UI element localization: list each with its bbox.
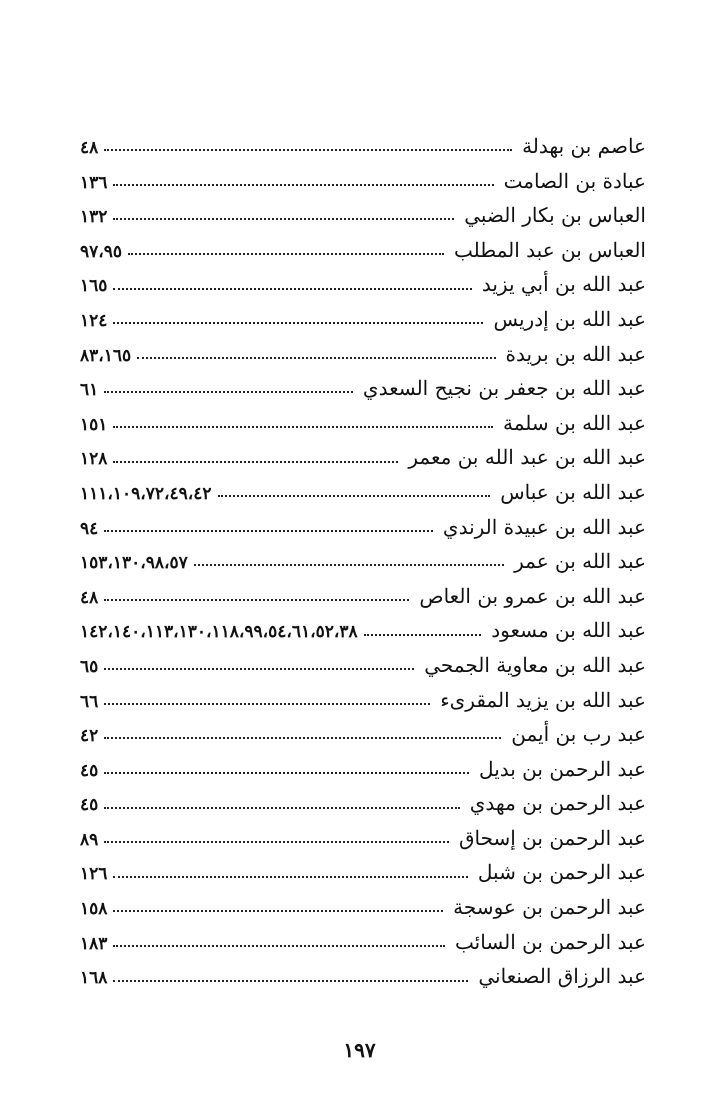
dot-leader <box>104 530 433 532</box>
index-entry-pages: ١٣٦ <box>80 172 108 193</box>
index-entry-name: عبد الله بن معاوية الجمحي <box>424 652 646 677</box>
dot-leader <box>104 668 414 670</box>
index-entry-name: عبد الله بن عبد الله بن معمر <box>408 445 646 470</box>
dot-leader <box>128 253 444 255</box>
index-entry <box>80 613 646 648</box>
index-entry <box>80 683 646 718</box>
index-entry-name: عبد الرحمن بن بديل <box>479 756 646 781</box>
index-entry <box>80 129 646 164</box>
index-entry-pages: ١٥٣،١٣٠،٩٨،٥٧ <box>80 553 188 574</box>
index-entry <box>80 855 646 890</box>
index-entry-pages: ١٤٢،١٤٠،١١٣،١٣٠،١١٨،٩٩،٥٤،٦١،٥٢،٣٨ <box>80 622 358 643</box>
index-entry <box>80 648 646 683</box>
index-entry-pages: ٩٧،٩٥ <box>80 241 123 262</box>
dot-leader <box>104 807 459 809</box>
index-entry <box>80 440 646 475</box>
index-entry-name: عبد الله بن أبي يزيد <box>481 272 646 297</box>
name-index-list <box>80 129 646 994</box>
index-entry-pages: ٨٩ <box>80 829 99 850</box>
index-entry-name: العباس بن عبد المطلب <box>453 237 646 262</box>
index-entry-name: العباس بن بكار الضبي <box>464 203 646 228</box>
dot-leader <box>104 599 409 601</box>
index-entry-name: عبد الرزاق الصنعاني <box>478 964 646 989</box>
index-entry-name: عبد الرحمن بن السائب <box>455 929 646 954</box>
index-entry <box>80 752 646 787</box>
index-entry <box>80 475 646 510</box>
index-entry-pages: ٦١ <box>80 380 99 401</box>
dot-leader <box>113 288 471 290</box>
index-entry-pages: ١٥٨ <box>80 899 108 920</box>
index-entry-pages: ٤٨ <box>80 587 99 608</box>
dot-leader <box>113 426 493 428</box>
index-entry <box>80 821 646 856</box>
index-entry-name: عبد رب بن أيمن <box>511 722 646 747</box>
index-entry-name: عبد الله بن بريدة <box>505 341 646 366</box>
dot-leader <box>104 391 353 393</box>
index-entry-pages: ١٢٨ <box>80 449 108 470</box>
index-entry-pages: ٦٥ <box>80 656 99 677</box>
dot-leader <box>194 564 504 566</box>
index-entry-pages: ١١١،١٠٩،٧٢،٤٩،٤٢ <box>80 483 212 504</box>
index-entry-name: عبد الله بن عبيدة الرندي <box>442 514 646 539</box>
dot-leader <box>113 945 445 947</box>
index-entry-pages: ١٦٥ <box>80 276 108 297</box>
index-entry <box>80 544 646 579</box>
index-entry-name: عبد الله بن يزيد المقرىء <box>440 687 646 712</box>
index-entry-pages: ١٨٣ <box>80 933 108 954</box>
index-entry-pages: ٩٤ <box>80 518 99 539</box>
index-entry <box>80 406 646 441</box>
page-number: ١٩٧ <box>343 1038 376 1062</box>
index-entry-name: عبد الرحمن بن شبل <box>477 860 646 885</box>
index-entry-pages: ١٢٤ <box>80 310 108 331</box>
dot-leader <box>218 495 491 497</box>
index-entry <box>80 198 646 233</box>
index-entry-name: عبد الرحمن بن عوسجة <box>453 895 646 920</box>
index-entry-pages: ١٢٦ <box>80 864 108 885</box>
index-entry-name: عبد الله بن عمر <box>514 549 646 574</box>
index-entry-name: عبد الرحمن بن إسحاق <box>458 825 646 850</box>
index-entry-pages: ١٥١ <box>80 414 108 435</box>
dot-leader <box>364 634 482 636</box>
index-entry <box>80 579 646 614</box>
dot-leader <box>104 841 449 843</box>
index-entry <box>80 959 646 994</box>
index-entry <box>80 925 646 960</box>
dot-leader <box>113 876 467 878</box>
index-entry-name: عبادة بن الصامت <box>503 168 646 193</box>
index-entry-name: عبد الله بن عمرو بن العاص <box>419 583 646 608</box>
dot-leader <box>137 357 495 359</box>
dot-leader <box>113 910 443 912</box>
dot-leader <box>104 737 501 739</box>
index-entry <box>80 510 646 545</box>
index-entry-pages: ١٣٢ <box>80 207 108 228</box>
index-entry <box>80 786 646 821</box>
dot-leader <box>104 149 512 151</box>
index-entry <box>80 233 646 268</box>
index-entry-name: عبد الرحمن بن مهدي <box>469 791 646 816</box>
dot-leader <box>113 218 454 220</box>
index-entry-name: عبد الله بن عباس <box>500 479 646 504</box>
index-entry <box>80 267 646 302</box>
index-entry <box>80 302 646 337</box>
dot-leader <box>113 980 468 982</box>
index-entry-name: عبد الله بن إدريس <box>493 306 646 331</box>
index-entry-name: عبد الله بن سلمة <box>503 410 646 435</box>
index-entry <box>80 371 646 406</box>
dot-leader <box>113 461 398 463</box>
dot-leader <box>113 322 483 324</box>
index-entry-pages: ٤٨ <box>80 138 99 158</box>
index-entry-pages: ٨٣،١٦٥ <box>80 345 132 366</box>
index-entry-pages: ٤٥ <box>80 795 99 816</box>
index-entry <box>80 337 646 372</box>
index-entry <box>80 717 646 752</box>
dot-leader <box>113 184 493 186</box>
dot-leader <box>104 703 430 705</box>
index-entry-name: عبد الله بن جعفر بن نجيح السعدي <box>362 376 646 401</box>
index-entry-name: عاصم بن بهدلة <box>522 134 646 158</box>
index-entry-pages: ٤٢ <box>80 726 99 747</box>
index-entry <box>80 890 646 925</box>
index-entry <box>80 164 646 199</box>
index-entry-pages: ١٦٨ <box>80 968 108 989</box>
index-entry-pages: ٤٥ <box>80 760 99 781</box>
index-entry-pages: ٦٦ <box>80 691 99 712</box>
dot-leader <box>104 772 469 774</box>
index-entry-name: عبد الله بن مسعود <box>491 618 646 643</box>
